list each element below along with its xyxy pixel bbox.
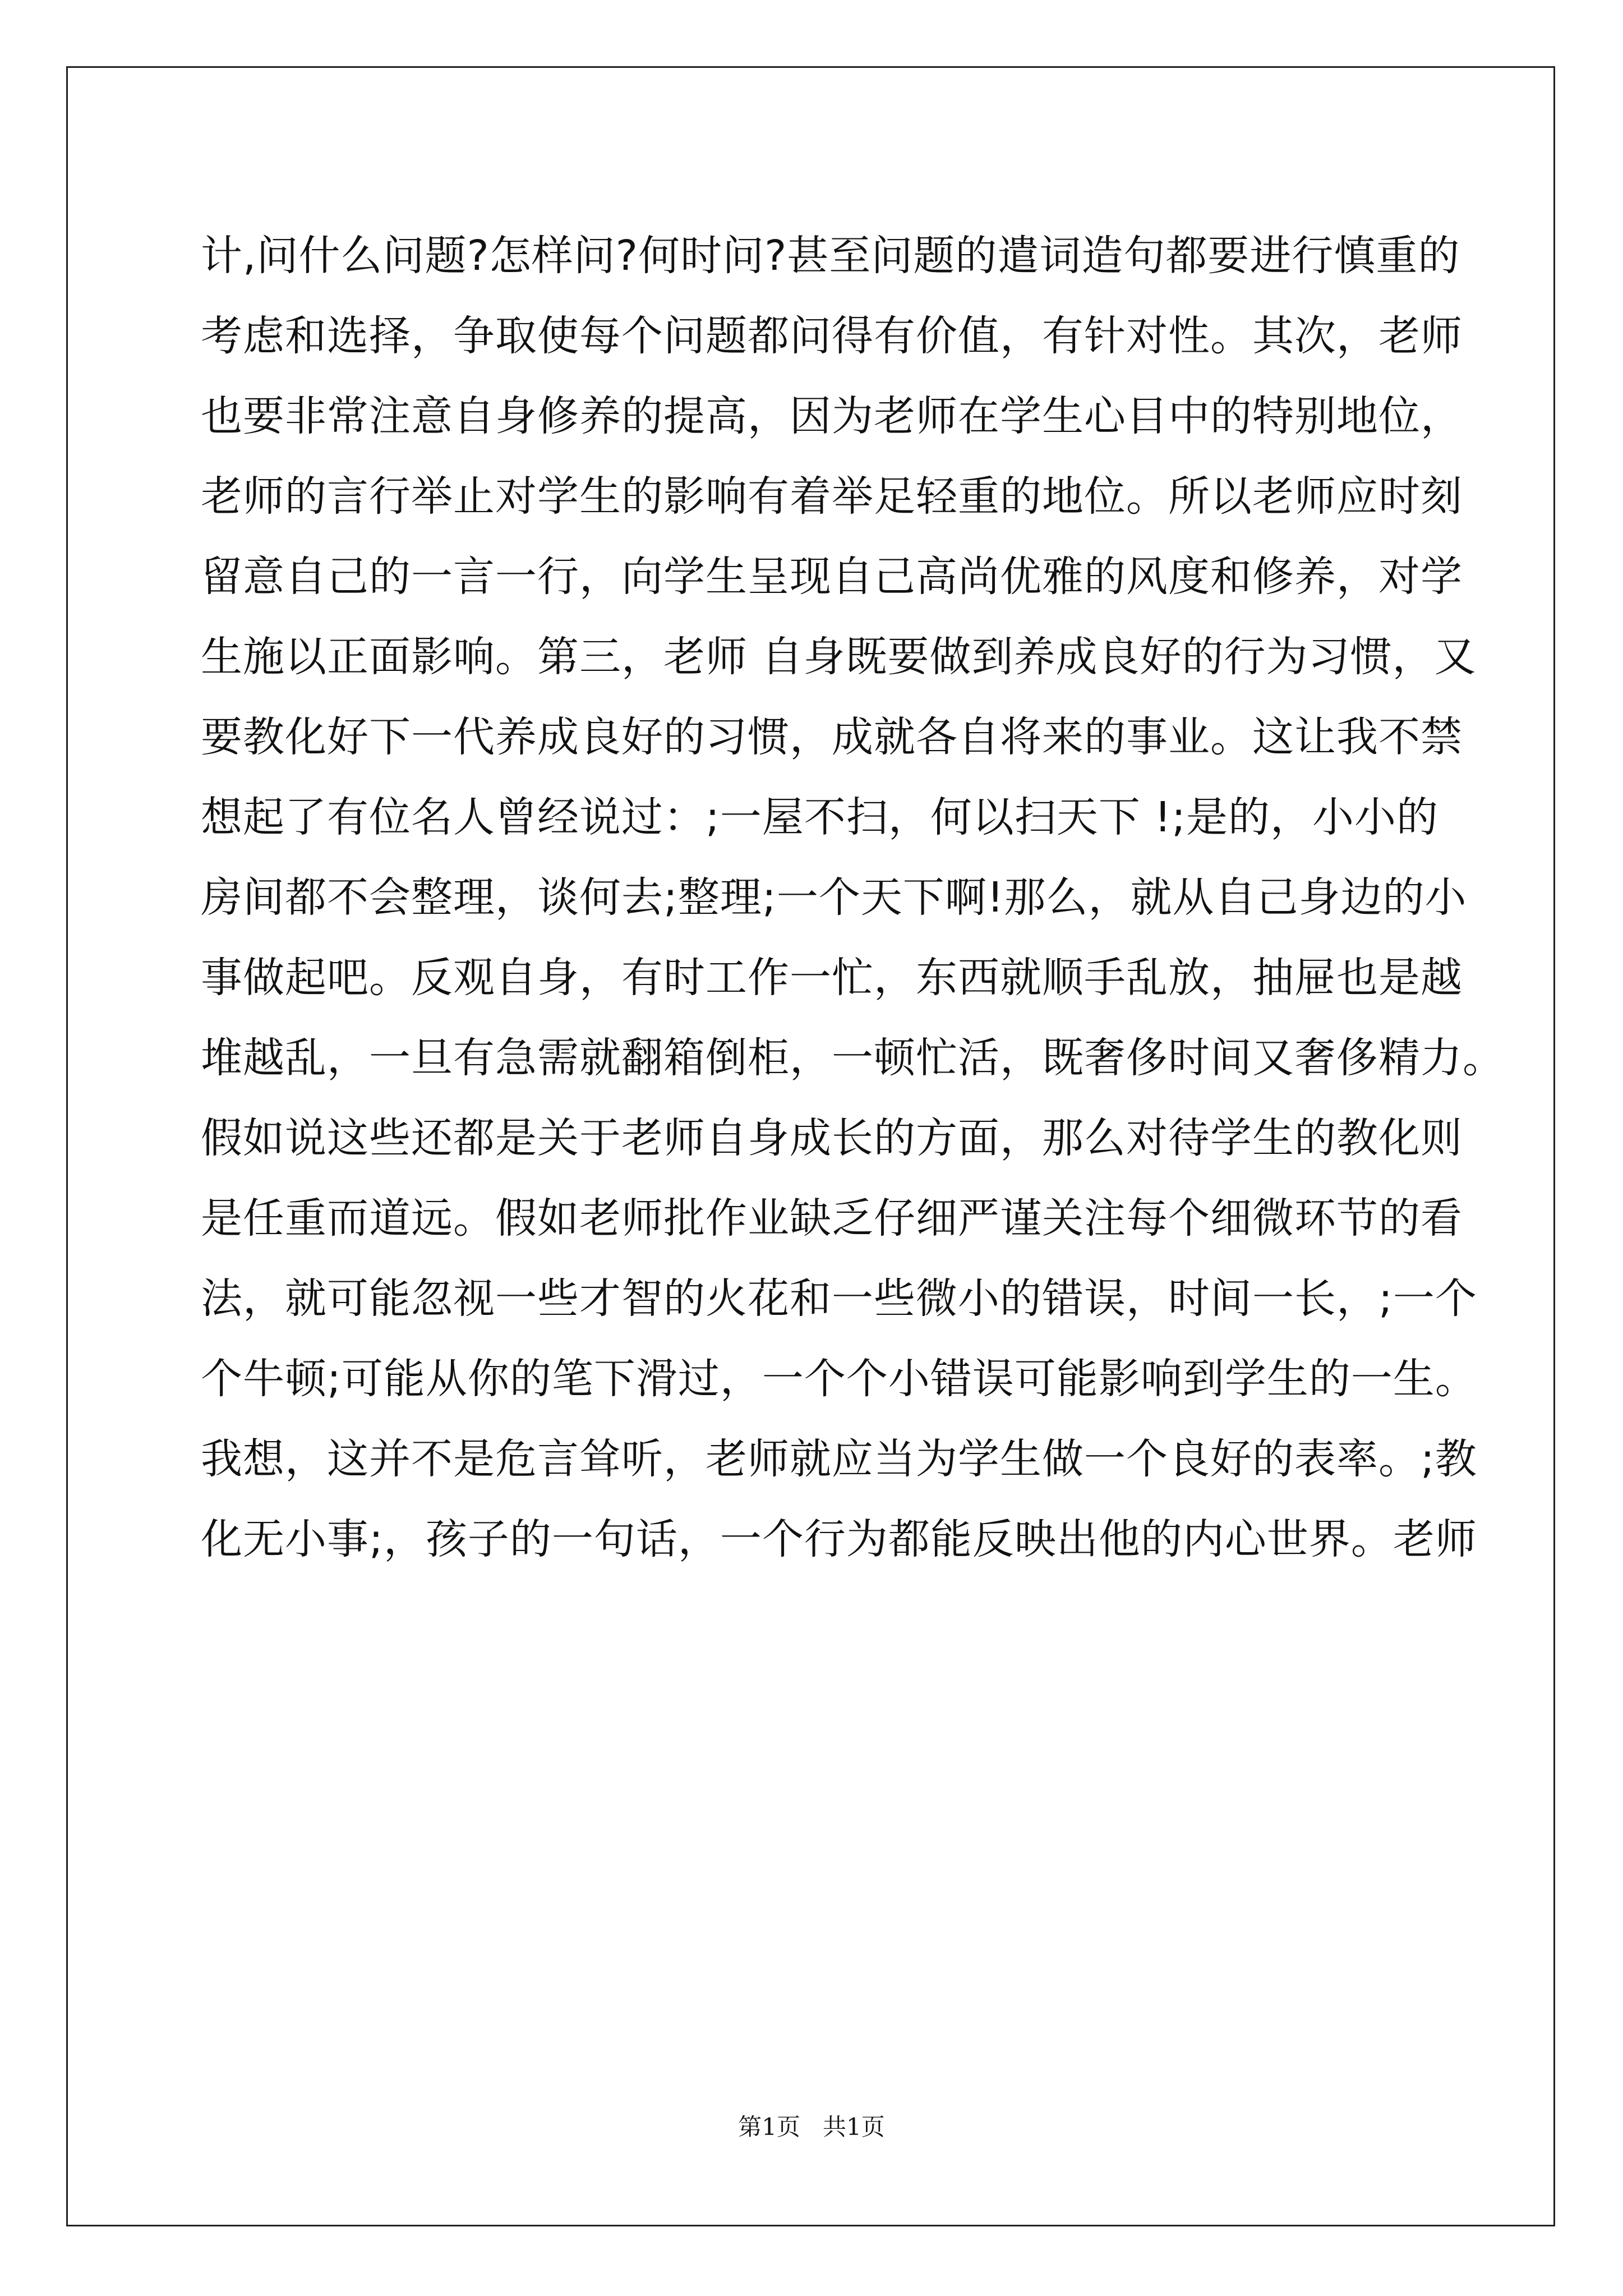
- page-footer: [0, 2110, 1623, 2144]
- document-body: [201, 216, 1505, 1580]
- text-line: 房间都不会整理，谈何去;整理;一个天下啊!那么，就从自己身边的小: [201, 873, 1467, 922]
- text-line: 也要非常注意自身修养的提高，因为老师在学生心目中的特别地位，: [201, 392, 1463, 440]
- text-line: 考虑和选择，争取使每个问题都问得有价值，有针对性。其次，老师: [201, 312, 1463, 360]
- text-line: 想起了有位名人曾经说过：;一屋不扫，何以扫天下 !;是的，小小的: [201, 793, 1439, 841]
- text-line: 假如说这些还都是关于老师自身成长的方面，那么对待学生的教化则: [201, 1114, 1463, 1162]
- text-line: 留意自己的一言一行，向学生呈现自己高尚优雅的风度和修养，对学: [201, 553, 1463, 601]
- text-line: 计,问什么问题?怎样问?何时问?甚至问题的遣词造句都要进行慎重的: [201, 232, 1460, 280]
- text-line: 法，就可能忽视一些才智的火花和一些微小的错误，时间一长，;一个: [201, 1274, 1477, 1323]
- text-line: 老师的言行举止对学生的影响有着举足轻重的地位。所以老师应时刻: [201, 472, 1463, 521]
- text-line: 是任重而道远。假如老师批作业缺乏仔细严谨关注每个细微环节的看: [201, 1194, 1463, 1243]
- text-line: 个牛顿;可能从你的笔下滑过，一个个小错误可能影响到学生的一生。: [201, 1355, 1477, 1403]
- text-line: 我想，这并不是危言耸听，老师就应当为学生做一个良好的表率。;教: [201, 1435, 1477, 1483]
- text-line: 事做起吧。反观自身，有时工作一忙，东西就顺手乱放，抽屉也是越: [201, 954, 1463, 1002]
- page-number: 第1页 共1页: [738, 2113, 885, 2141]
- text-line: 生施以正面影响。第三，老师 自身既要做到养成良好的行为习惯，又: [201, 633, 1477, 681]
- text-line: 化无小事;，孩子的一句话，一个行为都能反映出他的内心世界。老师: [201, 1515, 1477, 1563]
- text-line: 要教化好下一代养成良好的习惯，成就各自将来的事业。这让我不禁: [201, 713, 1463, 761]
- text-line: 堆越乱，一旦有急需就翻箱倒柜，一顿忙活，既奢侈时间又奢侈精力。: [201, 1034, 1505, 1082]
